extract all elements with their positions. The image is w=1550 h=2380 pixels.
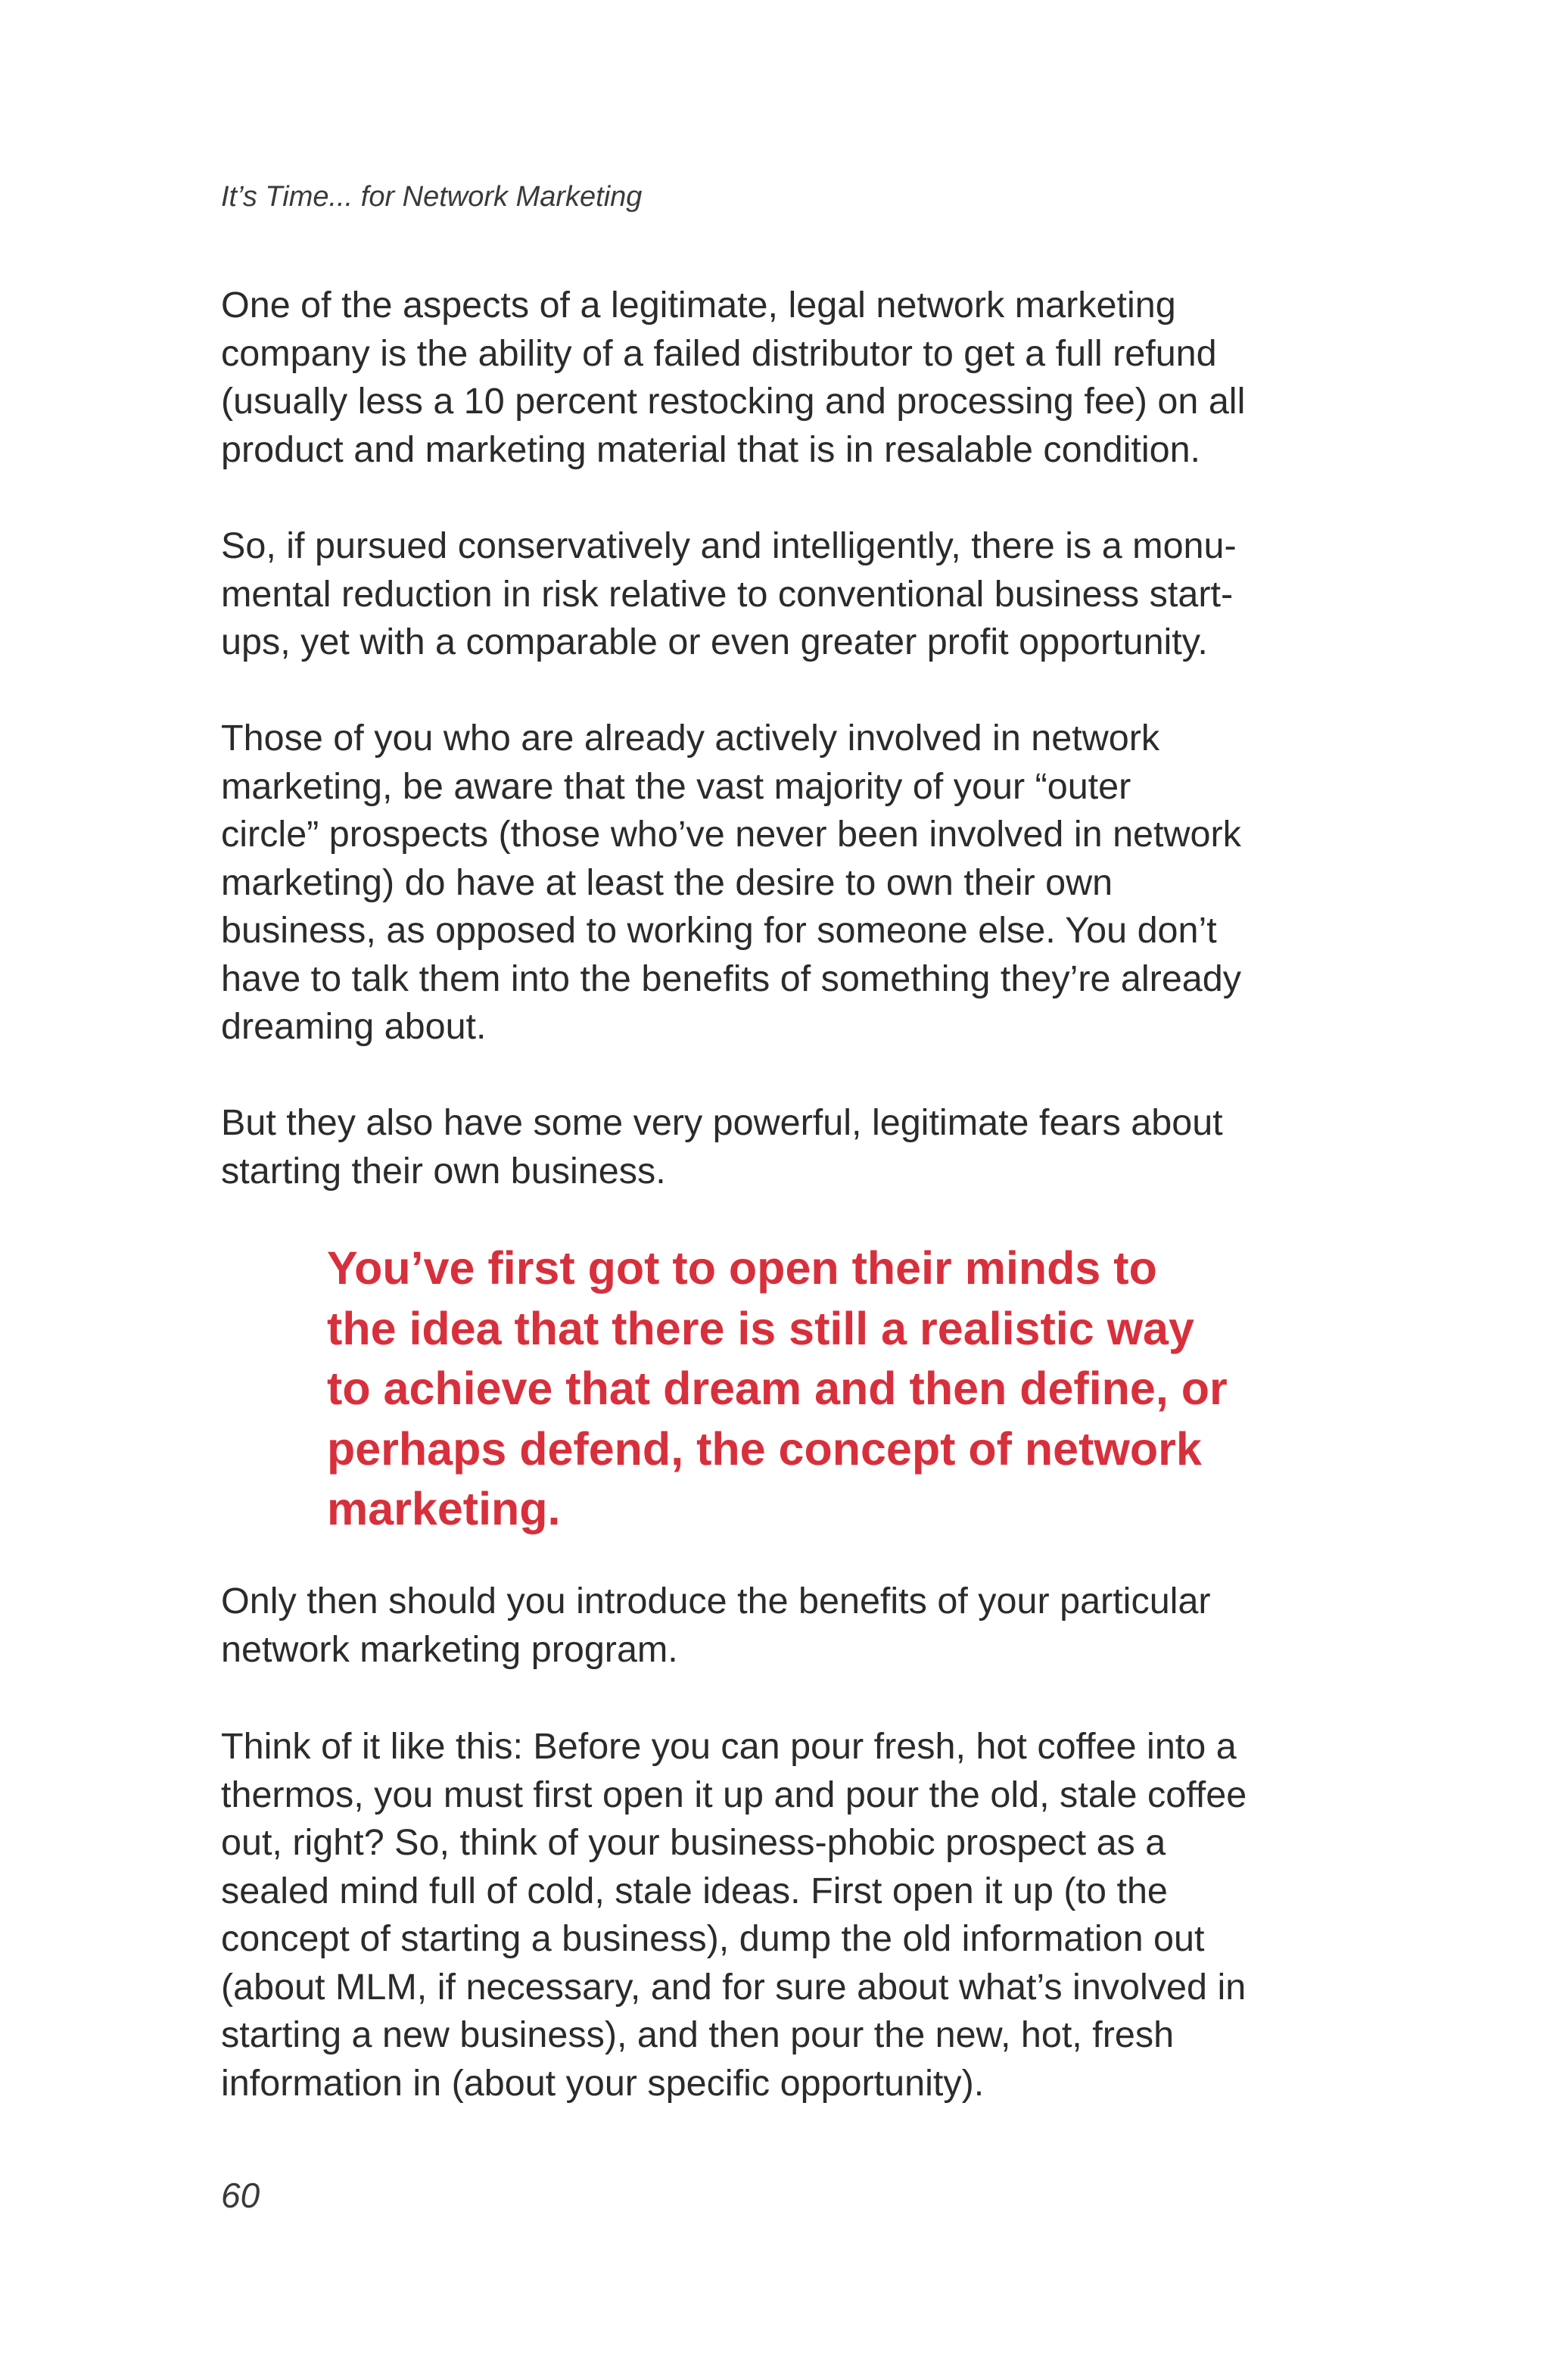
running-head: It’s Time... for Network Marketing xyxy=(221,181,643,213)
paragraph-text: Think of it like this: Before you can pour fresh, hot coffee into a thermos, you must first open it up and pour the old, stale coffee out, right? So, think of your business-phobic prospect as a sealed mind full of cold, stale ideas. First open it up (to the concept of starting a business), dump the old information out (about MLM, if necessary, and for sure about what’s involved in starting a new business), and then pour the new, hot, fresh information in (about your specific opportunity). xyxy=(221,1726,1247,2104)
paragraph-risk-reduction xyxy=(221,522,1334,667)
paragraph-outer-circle xyxy=(221,715,1334,1051)
paragraph-text: But they also have some very powerful, legitimate fears about starting their own business. xyxy=(221,1102,1223,1192)
paragraph-coffee-analogy xyxy=(221,1723,1334,2107)
paragraph-text: One of the aspects of a legitimate, legal network marketing company is the ability of a failed distributor to get a full refund (usually less a 10 percent restocking and processing fee) on all product and marketing material that is in resalable condition. xyxy=(221,285,1246,470)
paragraph-fears xyxy=(221,1099,1334,1195)
paragraph-text: Those of you who are already actively involved in network marketing, be aware that the vast majority of your “outer circle” prospects (those who’ve never been involved in network marketing) do have at least the desire to own their own business, as opposed to working for someone else. You don’t have to talk them into the benefits of something they’re already dreaming about. xyxy=(221,718,1242,1047)
pull-quote: You’ve first got to open their minds to the idea that there is still a realistic way to achieve that dream and then define, or perhaps defend, the concept of network marketing. xyxy=(327,1242,1228,1534)
paragraph-text: Only then should you introduce the benefits of your particular network marketing program. xyxy=(221,1581,1211,1670)
page-number: 60 xyxy=(221,2176,260,2215)
paragraph-introduce-benefits xyxy=(221,1578,1334,1674)
paragraph-refund-policy xyxy=(221,282,1334,474)
paragraph-text: So, if pursued conservatively and intelligently, there is a monu- mental reduction in risk relative to conventional business start- ups, yet with a comparable or even greater profit opportunity. xyxy=(221,525,1237,662)
